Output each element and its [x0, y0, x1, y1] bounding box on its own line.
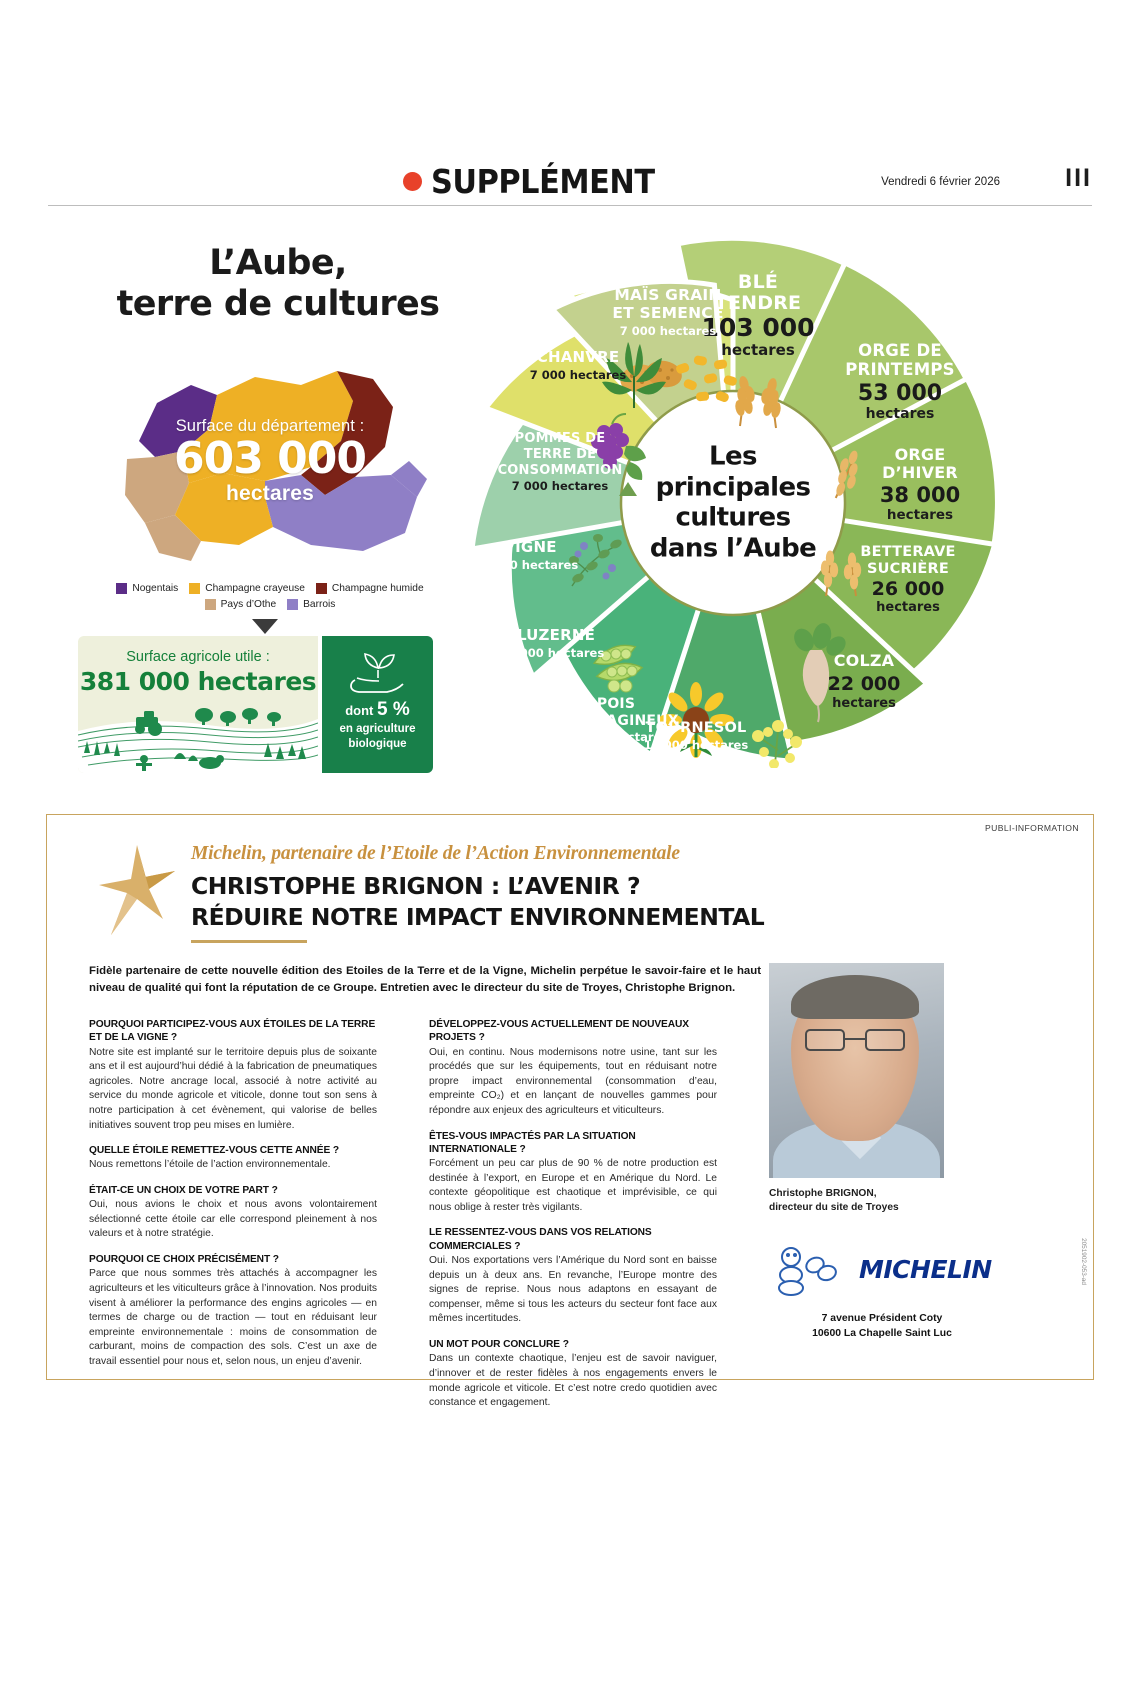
michelin-wordmark: MICHELIN	[859, 1255, 992, 1284]
advertorial-headline	[191, 871, 931, 934]
legend-swatch	[189, 583, 200, 594]
slice-name: POMMES DE	[514, 431, 606, 446]
answer-text: Forcément un peu car plus de 90 % de notre production est destinée à l’export, en Europe et en Amérique du Nord. Le contexte géopolitique est chaotique et imprévisible, ce qui nous oblige à rester très vigilants.	[429, 1158, 717, 1213]
farm-illustration	[78, 701, 318, 773]
slice-name: POIS	[596, 696, 636, 712]
sau-box	[78, 636, 318, 773]
slice-name: PROTÉAGINEUX	[553, 713, 679, 729]
legend-label: Barrois	[303, 599, 336, 610]
legend-label: Champagne humide	[331, 583, 424, 594]
aube-map	[105, 355, 435, 580]
center-line-1: Les	[709, 441, 757, 472]
answer-text: Oui, nous avions le choix et nous avons volontairement sélectionné cette étoile car elle correspond pleinement à nos valeurs et à notre stratégie.	[89, 1199, 377, 1240]
interview-column-left	[89, 1018, 377, 1370]
advertorial-lede: Fidèle partenaire de cette nouvelle édition des Etoiles de la Terre et de la Vigne, Michelin perpétue le savoir-faire et le haut niveau de qualité qui font la réputation de ce Groupe. Entretien avec le directeur du site de Troyes, Christophe Brignon.	[89, 965, 761, 994]
down-arrow-icon	[252, 619, 278, 634]
slice-name: COLZA	[833, 651, 895, 670]
question-heading: UN MOT POUR CONCLURE ?	[429, 1339, 569, 1351]
slice-name: TOURNESOL	[645, 720, 747, 736]
slice-name: LUZERNE	[516, 626, 596, 644]
advertiser-address	[747, 1311, 1017, 1341]
sau-value: 381 000 hectares	[79, 667, 317, 696]
slice-name: MAÏS GRAIN	[614, 286, 722, 304]
answer-text: Oui. Nos exportations vers l’Amérique du Nord sont en baisse depuis un à deux ans. En revanche, l’Europe montre des signes de reprise. Nous nous adaptons en essayant de compenser, même si tous les acteurs du secteur font face aux mêmes incertitudes.	[429, 1254, 717, 1325]
slice-unit: hectares	[876, 600, 940, 615]
bio-percent-line	[322, 698, 433, 722]
question-heading: LE RESSENTEZ-VOUS DANS VOS RELATIONS COMMERCIALES ?	[429, 1227, 652, 1252]
slice-value: 7 000 hectares	[529, 368, 627, 382]
slice-value: 8 000 hectares	[507, 646, 605, 660]
slice-name: VIGNE	[503, 538, 557, 556]
glasses-icon	[805, 1029, 905, 1051]
map-legend	[100, 583, 440, 615]
legend-label: Pays d’Othe	[220, 599, 277, 610]
legend-row-2	[100, 599, 440, 610]
answer-text: Nous remettons l’étoile de l’action environnementale.	[89, 1159, 331, 1171]
slice-name: ORGE DE	[858, 341, 942, 360]
map-stat-value: 603 000	[173, 433, 366, 484]
slice-name: PRINTEMPS	[845, 360, 955, 379]
map-stat-unit: hectares	[226, 482, 314, 506]
advertorial-block	[46, 814, 1094, 1409]
slice-name: CONSOMMATION	[497, 463, 623, 478]
bio-percent: 5 %	[377, 699, 410, 720]
portrait-photo	[769, 963, 944, 1178]
bio-line2: en agriculture	[339, 722, 416, 735]
slice-unit: hectares	[865, 406, 935, 422]
legend-row-1	[100, 583, 440, 594]
supplement-title: SUPPLÉMENT	[431, 162, 655, 201]
star-logo-icon	[93, 841, 177, 939]
slice-unit: hectares	[832, 696, 896, 711]
slice-value: 103 000	[701, 313, 815, 342]
bio-prefix: dont	[345, 703, 374, 718]
photo-caption	[769, 1187, 999, 1216]
legend-item-pays-dothe	[205, 599, 277, 610]
sau-label: Surface agricole utile :	[126, 649, 270, 665]
question-heading: POURQUOI PARTICIPEZ-VOUS AUX ÉTOILES DE LA TERRE ET DE LA VIGNE ?	[89, 1019, 376, 1044]
slice-unit: hectares	[886, 507, 954, 523]
legend-swatch	[116, 583, 127, 594]
question-heading: ÊTES-VOUS IMPACTÉS PAR LA SITUATION INTERNATIONALE ?	[429, 1130, 636, 1155]
question-heading: DÉVELOPPEZ-VOUS ACTUELLEMENT DE NOUVEAUX PROJETS ?	[429, 1019, 689, 1044]
question-heading: POURQUOI CE CHOIX PRÉCISÉMENT ?	[89, 1254, 279, 1266]
slice-name: ET SEMENCE	[612, 304, 724, 322]
answer-text: Dans un contexte chaotique, l’enjeu est de savoir naviguer, d’innover et de rester fidèles à nos engagements envers le monde agricole et viticole. Et c’est notre credo quotidien avec constance et engagement.	[429, 1353, 717, 1409]
slice-value: 53 000	[857, 381, 943, 406]
address-line2: 10600 La Chapelle Saint Luc	[812, 1328, 952, 1340]
slice-value: 16 000 hectares	[643, 738, 749, 752]
infographic-title-line2: terre de cultures	[116, 283, 440, 324]
slice-unit: hectares	[721, 341, 795, 359]
donut-center-title	[623, 442, 843, 565]
legend-item-champagne-humide	[316, 583, 424, 594]
crops-donut-chart	[468, 238, 998, 768]
answer-text: Notre site est implanté sur le territoire depuis plus de soixante ans et il est aujourd’hui dédié à la fabrication de pneumatiques agricoles. Notre ancrage local, associé à notre activité au service du monde agricole et viticole, donne tout son sens à notre participation à cet évènement, qui valorise de belles initiatives souvent trop peu mises en lumière.	[89, 1046, 377, 1131]
map-overlay-stat	[105, 417, 435, 506]
advertorial-kicker: Michelin, partenaire de l’Etoile de l’Action Environnementale	[191, 843, 680, 864]
legend-swatch	[205, 599, 216, 610]
slice-name: BLÉ	[737, 271, 779, 293]
legend-label: Champagne crayeuse	[205, 583, 305, 594]
legend-label: Nogentais	[132, 583, 179, 594]
slice-name: BETTERAVE	[860, 544, 956, 560]
legend-swatch	[316, 583, 327, 594]
interview-column-right	[429, 1018, 717, 1411]
slice-name: CHANVRE	[536, 348, 620, 366]
slice-value: 7 000 hectares	[511, 479, 609, 493]
slice-value: 7 250 hectares	[481, 558, 579, 572]
slice-value: 26 000	[871, 578, 945, 600]
side-reference-code: 2051902-053-ad	[1080, 1238, 1087, 1285]
slice-name: D’HIVER	[882, 463, 958, 482]
caption-name: Christophe BRIGNON,	[769, 1188, 877, 1199]
headline-rule	[191, 940, 307, 943]
center-line-2: principales	[655, 472, 811, 503]
center-line-4: dans l’Aube	[649, 533, 817, 564]
question-heading: QUELLE ÉTOILE REMETTEZ-VOUS CETTE ANNÉE ?	[89, 1145, 340, 1157]
address-line1: 7 avenue Président Coty	[821, 1313, 943, 1324]
slice-name: TENDRE	[714, 292, 802, 314]
slice-value: 7 000 hectares	[619, 324, 717, 338]
slice-name: SUCRIÈRE	[867, 561, 949, 577]
caption-role: directeur du site de Troyes	[769, 1202, 899, 1214]
red-dot-icon	[403, 172, 422, 191]
legend-item-champagne-crayeuse	[189, 583, 305, 594]
issue-date: Vendredi 6 février 2026	[881, 176, 1000, 188]
bibendum-icon	[767, 1245, 851, 1299]
hand-plant-icon	[347, 648, 409, 694]
map-stat-label: Surface du département :	[175, 417, 365, 435]
slice-value: 38 000	[879, 483, 961, 507]
legend-item-barrois	[287, 599, 335, 610]
bio-box	[322, 636, 433, 773]
slice-name: TERRE DE	[523, 447, 597, 462]
hair	[791, 975, 919, 1019]
answer-text: Oui, en continu. Nous modernisons notre usine, tant sur les procédés que sur les équipements, tout en réduisant notre propre impact environnemental (consommation d’eau, empreinte CO₂) et en lançant de nouvelles gammes pour répondre aux enjeux des agriculteurs et viticulteurs.	[429, 1046, 717, 1116]
center-line-3: cultures	[675, 503, 791, 533]
slice-value: 22 000	[827, 673, 901, 695]
headline-line1: CHRISTOPHE BRIGNON : L’AVENIR ?	[191, 872, 641, 900]
answer-text: Parce que nous sommes très attachés à accompagner les agriculteurs et les viticulteurs grâce à l’innovation. Nos produits visent à améliorer la performance des engins agricoles — en termes de charge ou de traction — tout en réduisant leur empreinte environnementale : moins de consommation de carburant, moins de compaction des sols. C’est un axe de travail essentiel pour nous et, selon nous, un enjeu d’avenir.	[89, 1268, 377, 1367]
headline-line2: RÉDUIRE NOTRE IMPACT ENVIRONNEMENTAL	[191, 903, 765, 932]
publi-information-label: PUBLI-INFORMATION	[984, 823, 1079, 833]
infographic-title	[98, 243, 458, 324]
michelin-logo	[763, 1243, 993, 1301]
supplement-logo	[403, 162, 674, 201]
slice-value: 12 000 hectares	[563, 730, 669, 744]
masthead	[48, 160, 1092, 206]
question-heading: ÉTAIT-CE UN CHOIX DE VOTRE PART ?	[89, 1185, 278, 1197]
slice-name: ORGE	[894, 445, 946, 464]
infographic-title-line1: L’Aube,	[209, 243, 347, 283]
legend-swatch	[287, 599, 298, 610]
bio-line3: biologique	[348, 737, 407, 750]
page-number: III	[1065, 164, 1092, 192]
legend-item-nogentais	[116, 583, 178, 594]
